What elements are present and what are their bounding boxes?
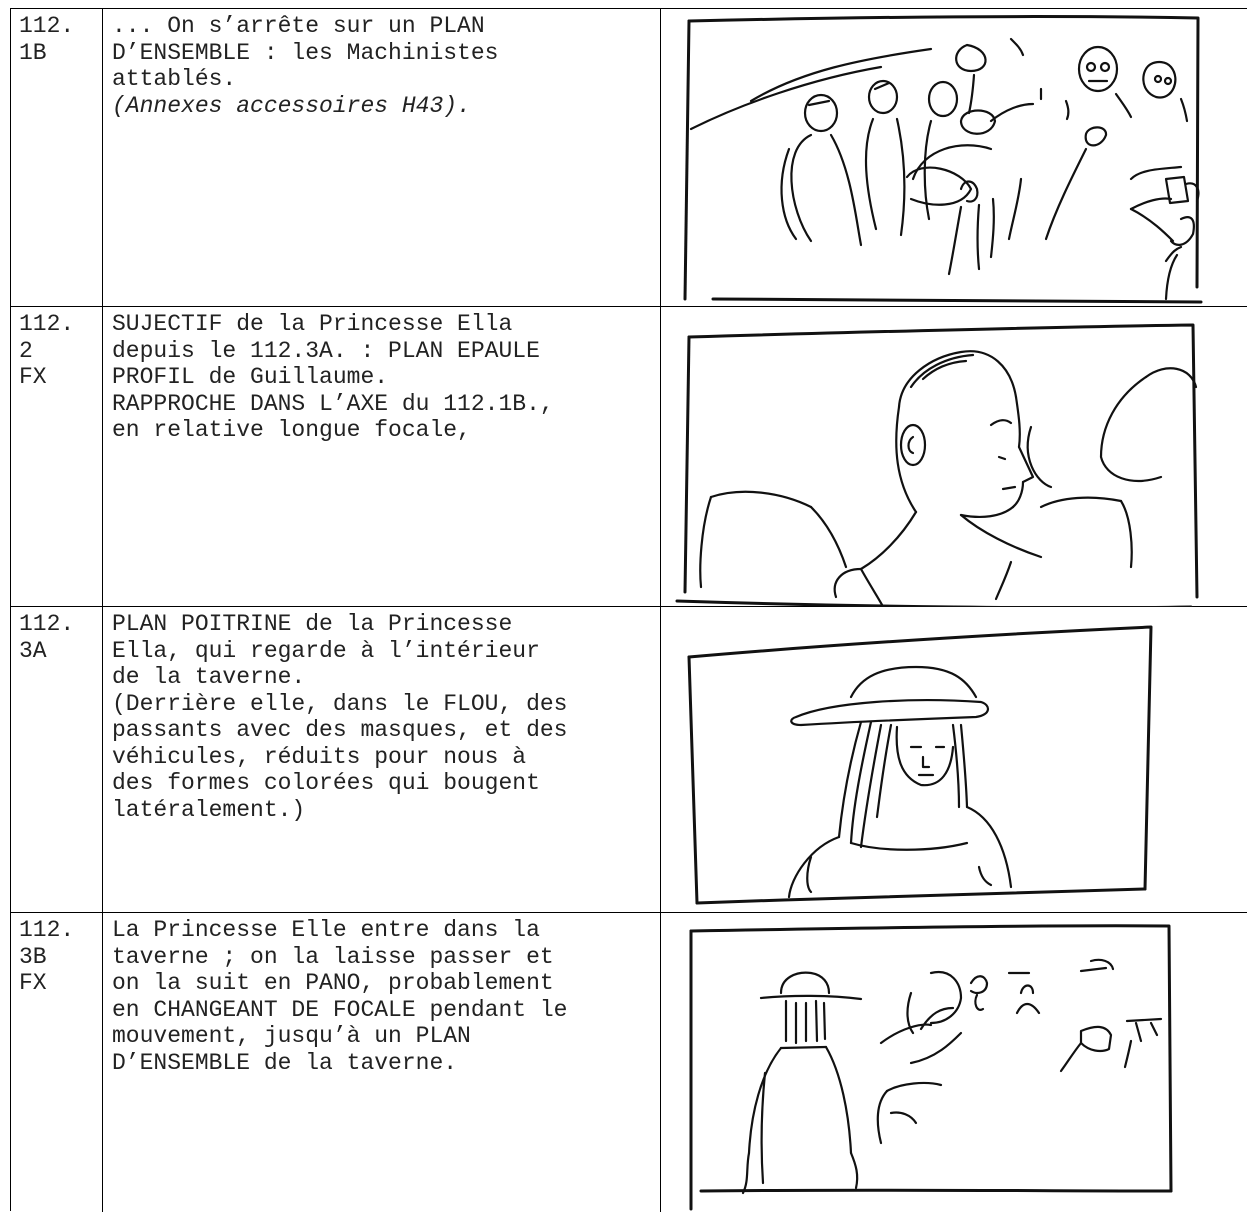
shot-sketch-cell (661, 913, 1247, 1212)
sketch-guillaume-profile-icon (661, 307, 1247, 607)
shot-number: 112. 1B (19, 13, 75, 66)
shot-description-cell (103, 607, 661, 912)
shot-description: La Princesse Elle entre dans la taverne ; on la laisse passer et on la suit en PANO, probablement en CHANGEANT DE FOCALE pendant le mouvement, jusqu’à un PLAN D’ENSEMBLE de la taverne. (112, 917, 568, 1076)
shot-id-cell (11, 307, 103, 606)
shot-sketch-cell (661, 307, 1247, 606)
shot-description-cell (103, 9, 661, 306)
shot-row-3 (11, 607, 1247, 913)
sketch-princess-chest-shot-icon (661, 607, 1247, 913)
storyboard-table (10, 8, 1247, 1211)
shot-number: 112. 3B FX (19, 917, 75, 996)
shot-id-cell (11, 607, 103, 912)
shot-sketch-cell (661, 607, 1247, 912)
shot-id-cell (11, 9, 103, 306)
shot-description: SUJECTIF de la Princesse Ella depuis le 112.3A. : PLAN EPAULE PROFIL de Guillaume. RAPPROCHE DANS L’AXE du 112.1B., en relative longue focale, (112, 311, 554, 443)
annex-note: (Annexes accessoires H43). (112, 92, 471, 119)
shot-number: 112. 2 FX (19, 311, 75, 390)
shot-description-cell (103, 307, 661, 606)
shot-row-1 (11, 9, 1247, 307)
shot-description-cell (103, 913, 661, 1212)
shot-sketch-cell (661, 9, 1247, 306)
shot-description: PLAN POITRINE de la Princesse Ella, qui regarde à l’intérieur de la taverne. (Derrière elle, dans le FLOU, des passants avec des masques, et des véhicules, réduits pour nous à des formes colorées qui bougent latéralement.) (112, 611, 568, 823)
shot-row-2 (11, 307, 1247, 607)
shot-id-cell (11, 913, 103, 1212)
sketch-machinists-icon (661, 9, 1247, 307)
shot-number: 112. 3A (19, 611, 75, 664)
sketch-princess-enters-tavern-icon (661, 913, 1247, 1212)
shot-description: ... On s’arrête sur un PLAN D’ENSEMBLE : les Machinistes attablés. (Annexes accessoires H43). (112, 13, 652, 119)
shot-row-4 (11, 913, 1247, 1212)
